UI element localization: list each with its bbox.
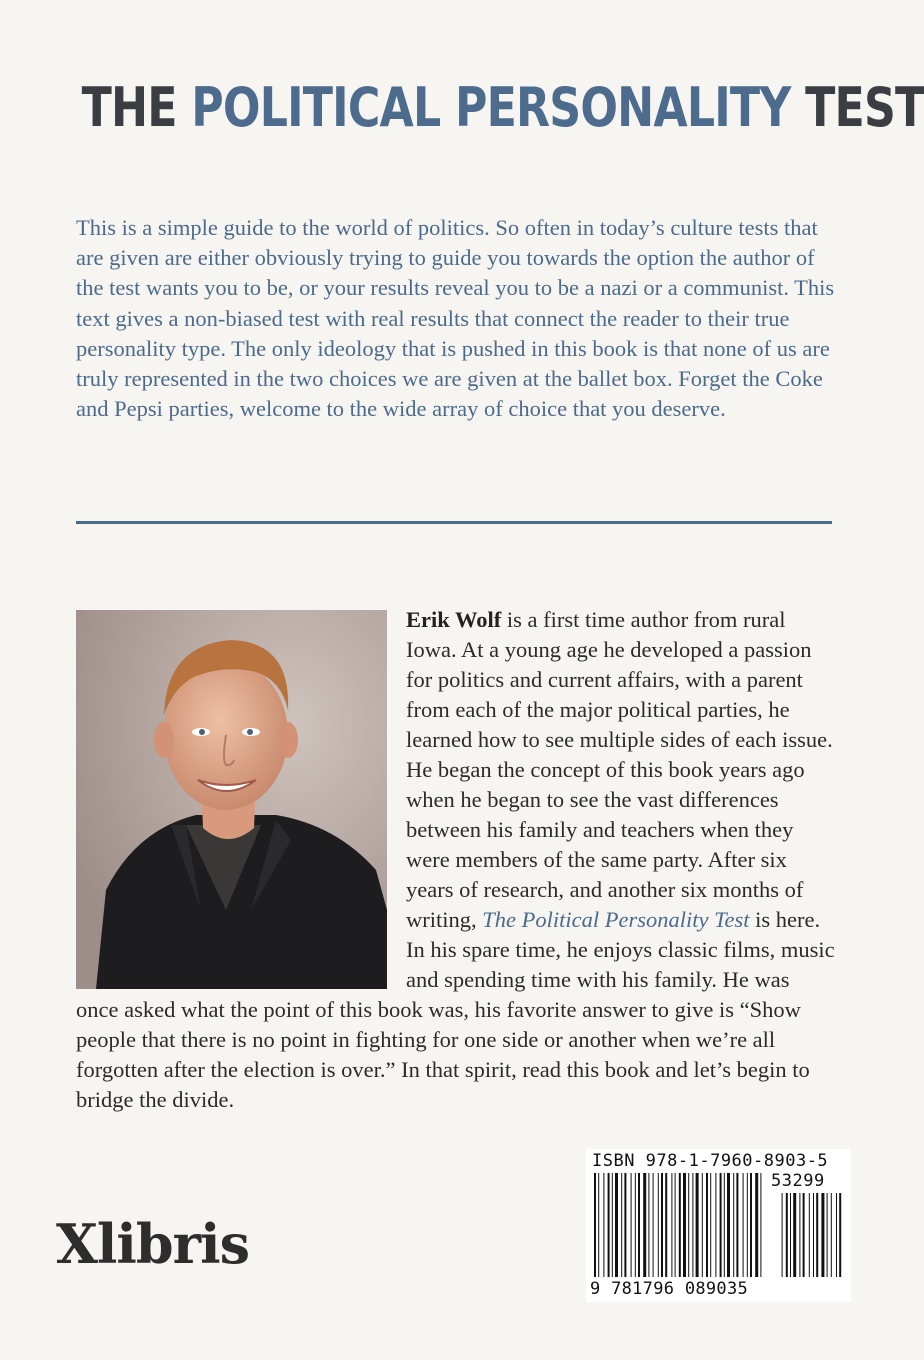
barcode-bar bbox=[643, 1173, 646, 1277]
barcode-bar bbox=[612, 1173, 613, 1277]
barcode-bar bbox=[724, 1173, 725, 1277]
barcode-addon-bar bbox=[813, 1193, 814, 1277]
section-divider bbox=[76, 521, 832, 524]
barcode-bar bbox=[648, 1173, 649, 1277]
barcode-addon-bar bbox=[799, 1193, 800, 1277]
barcode-addon-bar bbox=[836, 1193, 837, 1277]
barcode-bar bbox=[679, 1173, 681, 1277]
barcode-bar bbox=[661, 1173, 663, 1277]
title-part-political-personality: POLITICAL PERSONALITY bbox=[191, 76, 791, 139]
photo-spacer bbox=[76, 605, 406, 990]
barcode-bar bbox=[736, 1173, 738, 1277]
barcode-addon-bar bbox=[782, 1193, 783, 1277]
barcode-bar bbox=[603, 1173, 604, 1277]
book-title-heading bbox=[81, 76, 924, 139]
barcode-bar bbox=[638, 1173, 640, 1277]
barcode-addon-bar bbox=[793, 1193, 796, 1277]
barcode-bar bbox=[624, 1173, 626, 1277]
barcode-addon-bar bbox=[786, 1193, 788, 1277]
barcode-addon-bar bbox=[827, 1193, 828, 1277]
barcode-bar bbox=[671, 1173, 672, 1277]
barcode-bar bbox=[631, 1173, 632, 1277]
barcode-bar bbox=[598, 1173, 599, 1277]
title-part-the: THE bbox=[81, 76, 192, 139]
barcode-bar bbox=[727, 1173, 730, 1277]
barcode-addon-bar bbox=[816, 1193, 818, 1277]
barcode-bar bbox=[733, 1173, 734, 1277]
book-blurb: This is a simple guide to the world of politics. So often in today’s culture tests that are given are either obviously trying to guide you towards the option the author of the test wants you to be, or your results reveal you to be a nazi or a communist. This text gives a non-biased test with real results that connect the reader to their true personality type. The only ideology that is pushed in this book is that none of us are truly represented in the two choices we are given at the ballet box. Forget the Coke and Pepsi parties, welcome to the wide array of choice that you deserve. bbox=[76, 215, 835, 422]
barcode-bar bbox=[683, 1173, 686, 1277]
bio-book-title: The Political Personality Test bbox=[482, 907, 750, 932]
barcode-bar bbox=[608, 1173, 610, 1277]
barcode-addon-bar bbox=[821, 1193, 824, 1277]
barcode-addon-bar bbox=[809, 1193, 810, 1277]
isbn-barcode bbox=[586, 1149, 851, 1302]
barcode-bar bbox=[658, 1173, 659, 1277]
barcode-bar bbox=[760, 1173, 761, 1277]
title-part-test: TEST bbox=[790, 76, 924, 139]
barcode-digits: 9 781796 089035 bbox=[590, 1279, 749, 1299]
price-code: 53299 bbox=[771, 1171, 825, 1191]
isbn-label: ISBN 978-1-7960-8903-5 bbox=[592, 1151, 829, 1171]
barcode-bar bbox=[720, 1173, 722, 1277]
barcode-addon-bar bbox=[831, 1193, 832, 1277]
barcode-bar bbox=[665, 1173, 667, 1277]
barcode-bar bbox=[635, 1173, 636, 1277]
barcode-bar bbox=[594, 1173, 596, 1277]
bio-text-part2: is here. In his spare time, he enjoys classic films, music and spending time with his family. He was once asked what the point of this book was, his favorite answer to give is “Show people that there is no point in fighting for one side or another when we’re all forgotten after the election is over.” In that spirit, read this book and let’s begin to bridge the divide. bbox=[76, 907, 835, 1112]
barcode-bar bbox=[621, 1173, 622, 1277]
barcode-bar bbox=[675, 1173, 676, 1277]
barcode-bar bbox=[715, 1173, 716, 1277]
barcode-bar bbox=[615, 1173, 618, 1277]
barcode-bar bbox=[710, 1173, 711, 1277]
barcode-bar bbox=[755, 1173, 758, 1277]
barcode-bar bbox=[688, 1173, 689, 1277]
barcode-bar bbox=[747, 1173, 748, 1277]
barcode-bar bbox=[750, 1173, 752, 1277]
barcode-bar bbox=[696, 1173, 699, 1277]
bio-text-part1: is a first time author from rural Iowa. At a young age he developed a passion for politics and current affairs, with a parent from each of the major political parties, he learned how to see multiple sides of each issue. He began the concept of this book years ago when he began to see the vast differences between his family and teachers when they were members of the same party. After six years of research, and another six months of writing, bbox=[406, 607, 833, 932]
author-name: Erik Wolf bbox=[406, 607, 502, 632]
barcode-bar bbox=[653, 1173, 654, 1277]
barcode-addon-bar bbox=[803, 1193, 805, 1277]
barcode-bar bbox=[692, 1173, 693, 1277]
barcode-bar bbox=[702, 1173, 703, 1277]
publisher-logo: Xlibris bbox=[56, 1212, 250, 1276]
barcode-addon-bar bbox=[839, 1193, 841, 1277]
barcode-addon-bar bbox=[790, 1193, 791, 1277]
author-bio bbox=[76, 605, 836, 1115]
barcode-bar bbox=[743, 1173, 744, 1277]
barcode-bar bbox=[706, 1173, 708, 1277]
